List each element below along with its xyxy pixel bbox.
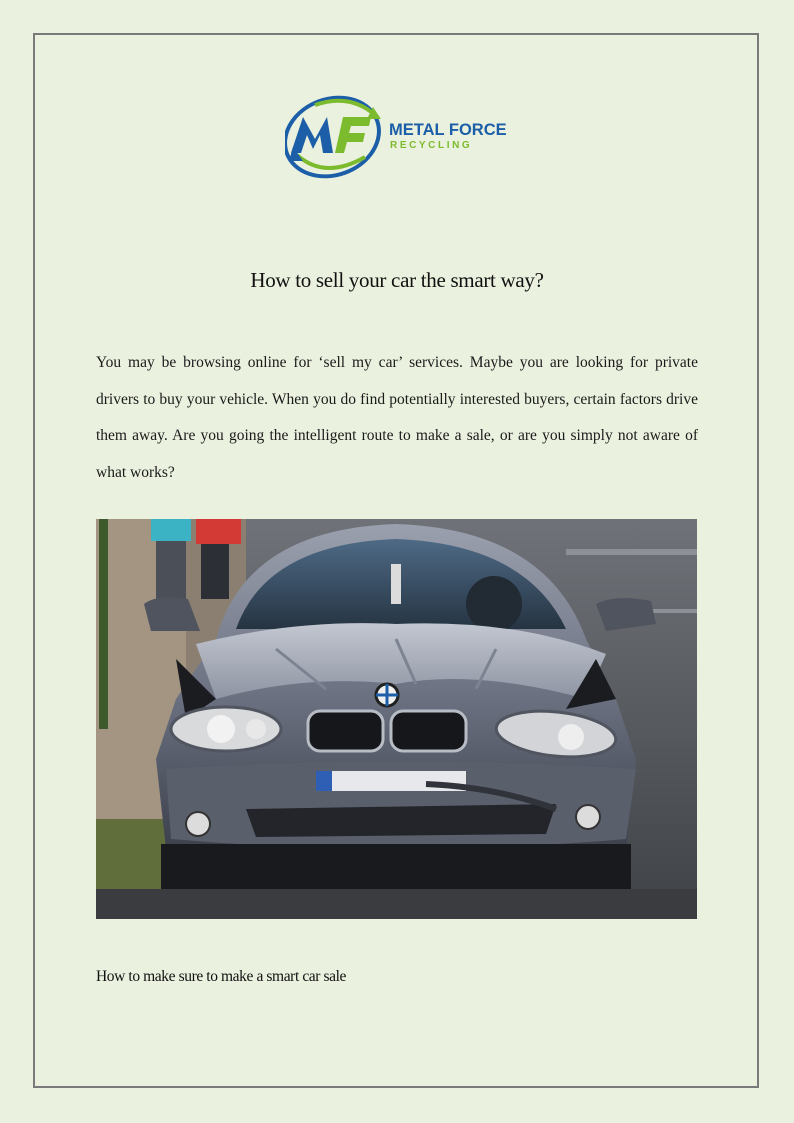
logo-name-line2: RECYCLING — [390, 140, 473, 151]
section-heading: How to make sure to make a smart car sale — [96, 968, 347, 985]
damaged-car-photo — [96, 519, 697, 919]
company-logo — [285, 95, 510, 180]
intro-paragraph: You may be browsing online for ‘sell my car’ services. Maybe you are looking for private drivers to buy your vehicle. When you do find potentially interested buyers, certain factors drive them away. Are you going the intelligent route to make a sale, or are you simply not aware of what works? — [96, 354, 698, 481]
logo-monogram: MF — [285, 95, 287, 96]
page-title: How to sell your car the smart way? — [250, 268, 544, 292]
logo-name-line1: METAL FORCE — [389, 121, 507, 139]
